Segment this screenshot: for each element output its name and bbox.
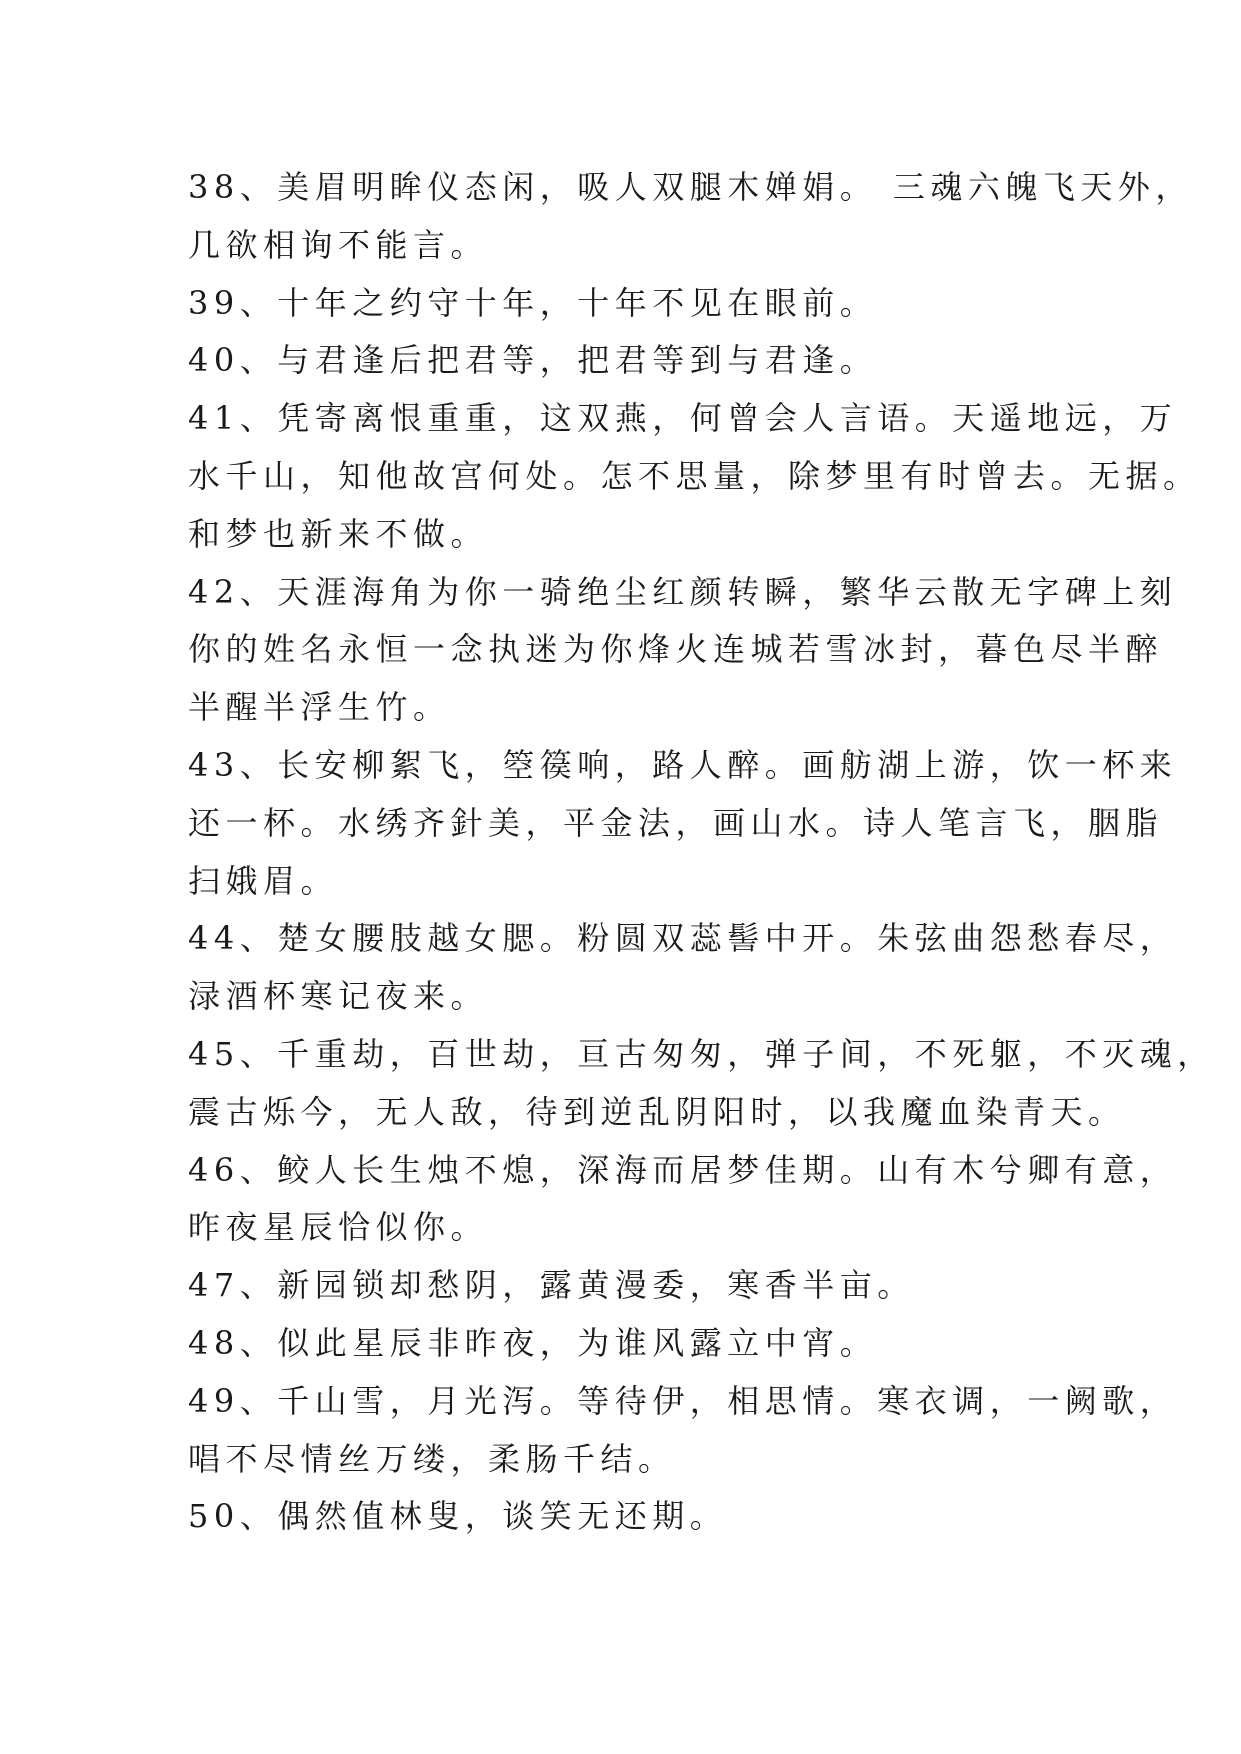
text-line: 47、新园锁却愁阴，露黄漫委，寒香半亩。 bbox=[188, 1266, 915, 1305]
text-line: 48、似此星辰非昨夜，为谁风露立中宵。 bbox=[188, 1323, 878, 1362]
text-line: 还一杯。水绣齐針美，平金法，画山水。诗人笔言飞，胭脂 bbox=[188, 803, 1164, 842]
text-line: 水千山，知他故宫何处。怎不思量，除梦里有时曾去。无据。 bbox=[188, 456, 1201, 495]
text-line: 39、十年之约守十年，十年不见在眼前。 bbox=[188, 283, 878, 322]
text-line: 45、千重劫，百世劫，亘古匆匆，弹子间，不死躯，不灭魂， bbox=[188, 1034, 1215, 1073]
text-line: 震古烁今，无人敌，待到逆乱阴阳时，以我魔血染青天。 bbox=[188, 1092, 1126, 1131]
text-line: 和梦也新来不做。 bbox=[188, 514, 489, 553]
text-line: 42、天涯海角为你一骑绝尘红颜转瞬，繁华云散无字碑上刻 bbox=[188, 572, 1178, 611]
text-line: 41、凭寄离恨重重，这双燕，何曾会人言语。天遥地远，万 bbox=[188, 399, 1178, 438]
text-line: 你的姓名永恒一念执迷为你烽火连城若雪冰封，暮色尽半醉 bbox=[188, 630, 1164, 669]
text-line: 唱不尽情丝万缕，柔肠千结。 bbox=[188, 1439, 676, 1478]
text-line: 50、偶然值林叟，谈笑无还期。 bbox=[188, 1497, 728, 1536]
text-line: 几欲相询不能言。 bbox=[188, 225, 489, 264]
document-body bbox=[188, 159, 1215, 1546]
text-line: 昨夜星辰恰似你。 bbox=[188, 1208, 489, 1247]
text-line: 49、千山雪，月光泻。等待伊，相思情。寒衣调，一阙歌， bbox=[188, 1381, 1178, 1420]
text-line: 半醒半浮生竹。 bbox=[188, 688, 451, 727]
text-line: 40、与君逢后把君等，把君等到与君逢。 bbox=[188, 341, 878, 380]
text-line: 38、美眉明眸仪态闲，吸人双腿木婵娟。 三魂六魄飞天外， bbox=[188, 168, 1193, 206]
text-line: 44、楚女腰肢越女腮。粉圆双蕊髻中开。朱弦曲怨愁春尽， bbox=[188, 919, 1178, 958]
text-line: 渌酒杯寒记夜来。 bbox=[188, 977, 489, 1016]
text-line: 43、长安柳絮飞，箜篌响，路人醉。画舫湖上游，饮一杯来 bbox=[188, 745, 1178, 784]
text-line: 扫娥眉。 bbox=[188, 861, 339, 900]
text-line: 46、鲛人长生烛不熄，深海而居梦佳期。山有木兮卿有意， bbox=[188, 1150, 1178, 1189]
